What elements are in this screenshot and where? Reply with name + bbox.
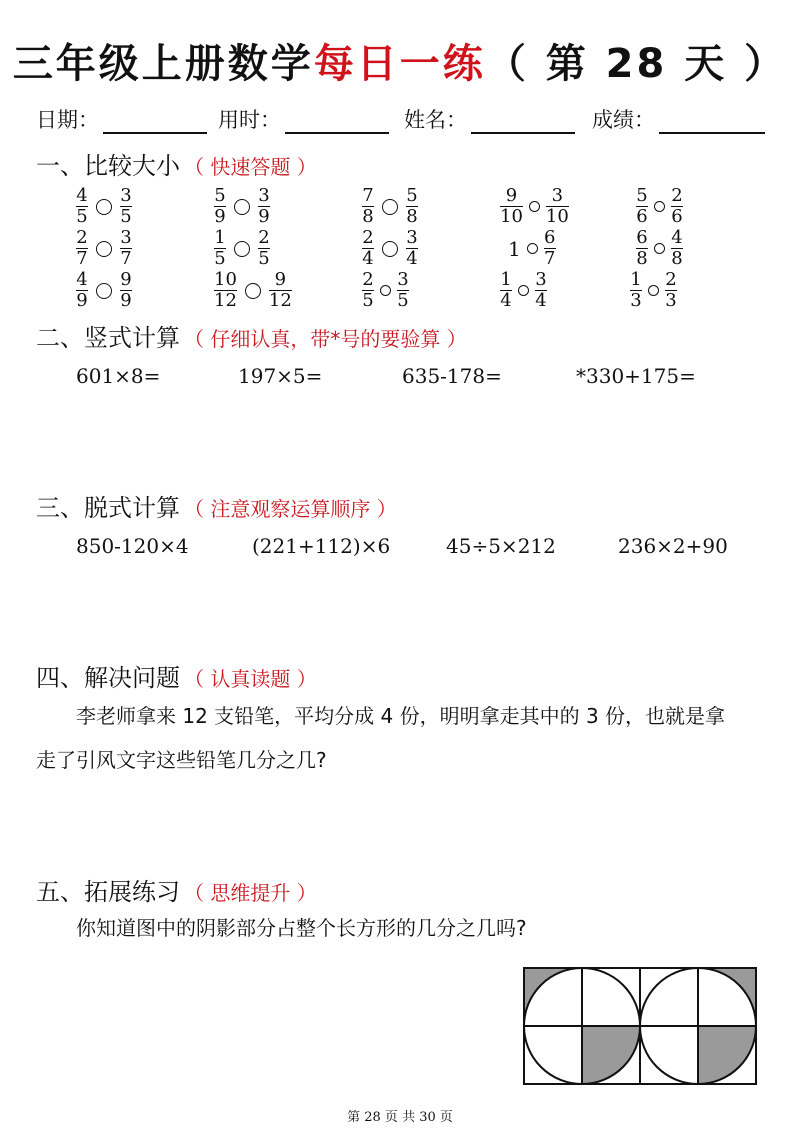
- section-5-title: 五、拓展练习: [36, 878, 180, 906]
- compare-item: [76, 228, 132, 269]
- time-field[interactable]: [218, 104, 389, 134]
- date-label: 日期：: [36, 108, 99, 132]
- compare-item: [76, 270, 132, 311]
- fraction: $\frac{1}{5}$: [214, 227, 226, 269]
- section-4-note: （ 认真读题 ）: [184, 667, 317, 691]
- stepwise-problem: 236×2+90: [618, 534, 728, 558]
- compare-circle[interactable]: [380, 285, 391, 296]
- compare-circle[interactable]: [382, 241, 398, 257]
- section-4-heading: [36, 658, 317, 693]
- compare-circle[interactable]: [96, 199, 112, 215]
- stepwise-problem: (221+112)×6: [252, 534, 391, 558]
- compare-circle[interactable]: [654, 243, 665, 254]
- compare-item: [362, 270, 409, 311]
- section-1-title: 一、比较大小: [36, 152, 180, 180]
- section-2-title: 二、竖式计算: [36, 324, 180, 352]
- compare-circle[interactable]: [527, 243, 538, 254]
- title-day: （ 第 28 天 ）: [485, 41, 788, 87]
- compare-circle[interactable]: [518, 285, 529, 296]
- fraction: $\frac{5}{9}$: [214, 185, 226, 227]
- time-label: 用时：: [218, 108, 281, 132]
- fraction: $\frac{2}{3}$: [665, 269, 677, 311]
- vertical-problem: 601×8=: [76, 364, 161, 388]
- section-5-heading: [36, 872, 317, 907]
- fraction: $\frac{5}{6}$: [636, 185, 648, 227]
- fraction: $\frac{1}{4}$: [500, 269, 512, 311]
- compare-circle[interactable]: [382, 199, 398, 215]
- stepwise-problem: 850-120×4: [76, 534, 189, 558]
- section-1-heading: [36, 146, 317, 181]
- compare-circle[interactable]: [529, 201, 540, 212]
- compare-item: [214, 228, 270, 269]
- score-line: [659, 112, 765, 134]
- fraction: $\frac{4}{9}$: [76, 269, 88, 311]
- fraction: $\frac{2}{5}$: [258, 227, 270, 269]
- compare-item: [362, 186, 418, 227]
- shaded-rectangle-figure: [522, 966, 758, 1088]
- section-3-note: （ 注意观察运算顺序 ）: [184, 497, 397, 521]
- compare-circle[interactable]: [654, 201, 665, 212]
- fraction: $\frac{2}{4}$: [362, 227, 374, 269]
- compare-circle[interactable]: [648, 285, 659, 296]
- compare-item: [214, 270, 292, 311]
- compare-item: [214, 186, 270, 227]
- word-problem-line-1: 李老师拿来 12 支铅笔，平均分成 4 份，明明拿走其中的 3 份，也就是拿: [76, 704, 726, 728]
- name-label: 姓名：: [404, 108, 467, 132]
- fraction: $\frac{9}{10}$: [500, 185, 523, 227]
- page-footer: 第 28 页 共 30 页: [347, 1110, 453, 1125]
- fraction: $\frac{3}{7}$: [120, 227, 132, 269]
- compare-item: [362, 228, 418, 269]
- compare-circle[interactable]: [96, 283, 112, 299]
- stepwise-problem: 45÷5×212: [446, 534, 556, 558]
- score-field[interactable]: [592, 104, 765, 134]
- section-1-note: （ 快速答题 ）: [184, 155, 317, 179]
- section-2-heading: [36, 318, 467, 353]
- time-line: [285, 112, 389, 134]
- whole-number: 1: [508, 236, 521, 261]
- compare-circle[interactable]: [234, 199, 250, 215]
- fraction: $\frac{2}{7}$: [76, 227, 88, 269]
- fraction: $\frac{5}{8}$: [406, 185, 418, 227]
- compare-item: [76, 186, 132, 227]
- fraction: $\frac{6}{7}$: [544, 227, 556, 269]
- section-3-heading: [36, 488, 397, 523]
- fraction: $\frac{3}{9}$: [258, 185, 270, 227]
- fraction: $\frac{3}{10}$: [545, 185, 569, 227]
- name-line: [471, 112, 575, 134]
- section-2-note: （ 仔细认真，带*号的要验算 ）: [184, 327, 467, 351]
- fraction: $\frac{7}{8}$: [362, 185, 374, 227]
- score-label: 成绩：: [592, 108, 655, 132]
- name-field[interactable]: [404, 104, 575, 134]
- fraction: $\frac{3}{5}$: [397, 269, 409, 311]
- fraction: $\frac{2}{5}$: [362, 269, 374, 311]
- fraction: $\frac{10}{12}$: [214, 269, 237, 311]
- title-black: 三年级上册数学: [12, 41, 314, 87]
- extension-question: 你知道图中的阴影部分占整个长方形的几分之几吗?: [76, 916, 527, 940]
- section-4-title: 四、解决问题: [36, 664, 180, 692]
- title-red: 每日一练: [313, 41, 486, 87]
- fraction: $\frac{3}{4}$: [406, 227, 418, 269]
- date-line: [103, 112, 207, 134]
- fraction: $\frac{4}{8}$: [671, 227, 683, 269]
- compare-item: [500, 186, 569, 227]
- fraction: $\frac{2}{6}$: [671, 185, 683, 227]
- compare-item: [636, 186, 683, 227]
- fraction: $\frac{6}{8}$: [636, 227, 648, 269]
- section-5-note: （ 思维提升 ）: [184, 881, 317, 905]
- vertical-problem: 635-178=: [402, 364, 502, 388]
- vertical-problem: 197×5=: [238, 364, 323, 388]
- fraction: $\frac{1}{3}$: [630, 269, 642, 311]
- fraction: $\frac{3}{5}$: [120, 185, 132, 227]
- date-field[interactable]: [36, 104, 207, 134]
- compare-circle[interactable]: [245, 283, 261, 299]
- fraction: $\frac{9}{9}$: [120, 269, 132, 311]
- word-problem-line-2: 走了引风文字这些铅笔几分之几?: [36, 748, 327, 772]
- fraction: $\frac{9}{12}$: [268, 269, 292, 311]
- fraction: $\frac{3}{4}$: [535, 269, 547, 311]
- page-title: [0, 32, 800, 89]
- vertical-problem: *330+175=: [576, 364, 696, 388]
- section-3-title: 三、脱式计算: [36, 494, 180, 522]
- compare-item: [630, 270, 677, 311]
- compare-circle[interactable]: [96, 241, 112, 257]
- compare-item: [500, 270, 547, 311]
- compare-circle[interactable]: [234, 241, 250, 257]
- compare-item: [636, 228, 683, 269]
- compare-item: [508, 228, 556, 269]
- fraction: $\frac{4}{5}$: [76, 185, 88, 227]
